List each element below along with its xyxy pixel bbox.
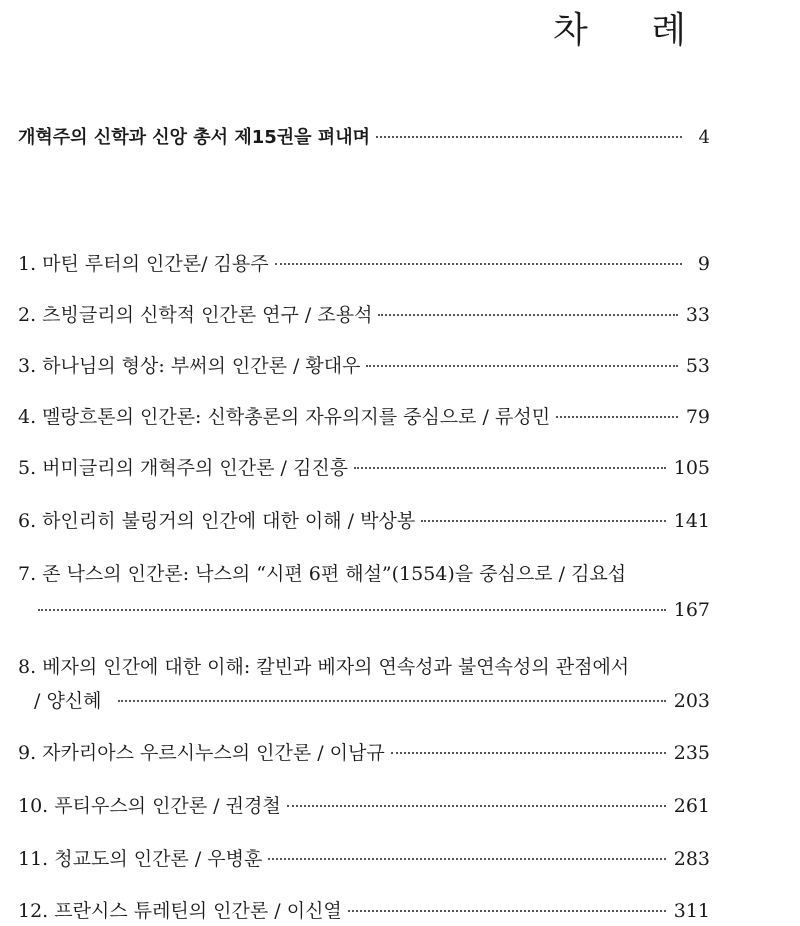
toc-entry-2[interactable] — [18, 303, 710, 327]
toc-entry-7-title[interactable]: 7. 존 낙스의 인간론: 낙스의 “시편 6편 해설”(1554)을 중심으로 / 김요섭 — [18, 563, 627, 585]
toc-entry-title-cont: / 양신혜 — [34, 690, 102, 712]
toc-entry-title: 3. 하나님의 형상: 부써의 인간론 / 황대우 — [18, 355, 361, 377]
dot-leader — [348, 910, 666, 912]
dot-leader — [556, 416, 678, 418]
toc-preface-title: 개혁주의 신학과 신앙 총서 제15권을 펴내며 — [18, 127, 370, 148]
toc-page-number: 33 — [685, 304, 710, 326]
toc-page-number: 53 — [685, 355, 710, 377]
toc-page-number: 9 — [697, 253, 710, 275]
toc-entry-7[interactable] — [18, 598, 710, 622]
dot-leader — [366, 365, 677, 367]
toc-preface[interactable] — [18, 126, 710, 150]
toc-page-number: 141 — [673, 510, 710, 532]
toc-entry-10[interactable] — [18, 794, 710, 818]
toc-entry-title: 12. 프란시스 튜레틴의 인간론 / 이신열 — [18, 900, 342, 922]
page-title: 차 례 — [553, 10, 712, 51]
dot-leader — [38, 609, 666, 611]
toc-entry-title: 6. 하인리히 불링거의 인간에 대한 이해 / 박상봉 — [18, 510, 416, 532]
toc-entry-9[interactable] — [18, 741, 710, 765]
toc-entry-8-title[interactable]: 8. 베자의 인간에 대한 이해: 칼빈과 베자의 연속성과 불연속성의 관점에서 — [18, 656, 630, 678]
toc-page-number: 235 — [673, 742, 710, 764]
toc-page-number: 311 — [673, 900, 710, 922]
toc-page-number: 167 — [673, 599, 710, 621]
toc-entry-4[interactable] — [18, 405, 710, 429]
toc-entry-title: 2. 츠빙글리의 신학적 인간론 연구 / 조용석 — [18, 304, 373, 326]
toc-entry-5[interactable] — [18, 456, 710, 480]
toc-entry-title: 10. 푸티우스의 인간론 / 권경철 — [18, 795, 281, 817]
dot-leader — [354, 467, 666, 469]
dot-leader — [287, 805, 666, 807]
toc-entry-title: 9. 자카리아스 우르시누스의 인간론 / 이남규 — [18, 742, 385, 764]
toc-entry-title: 5. 버미글리의 개혁주의 인간론 / 김진흥 — [18, 457, 349, 479]
dot-leader — [275, 263, 682, 265]
toc-page-number: 105 — [673, 457, 710, 479]
toc-entry-title: 1. 마틴 루터의 인간론/ 김용주 — [18, 253, 269, 275]
toc-page-number: 4 — [698, 127, 710, 148]
toc-entry-6[interactable] — [18, 509, 710, 533]
dot-leader — [421, 520, 666, 522]
toc-page-number: 79 — [685, 406, 710, 428]
toc-entry-title: 11. 청교도의 인간론 / 우병훈 — [18, 848, 263, 870]
toc-entry-title: 4. 멜랑흐톤의 인간론: 신학총론의 자유의지를 중심으로 / 류성민 — [18, 406, 551, 428]
toc-entry-1[interactable] — [18, 252, 710, 276]
toc-entry-12[interactable] — [18, 899, 710, 923]
toc-page-number: 283 — [673, 848, 710, 870]
toc-page-number: 203 — [673, 690, 710, 712]
toc-page-number: 261 — [673, 795, 710, 817]
dot-leader — [118, 700, 666, 702]
toc-entry-11[interactable] — [18, 847, 710, 871]
dot-leader — [268, 858, 665, 860]
dot-leader — [391, 752, 666, 754]
dot-leader — [376, 136, 682, 138]
dot-leader — [378, 314, 677, 316]
toc-entry-3[interactable] — [18, 354, 710, 378]
toc-entry-8[interactable] — [34, 689, 710, 713]
